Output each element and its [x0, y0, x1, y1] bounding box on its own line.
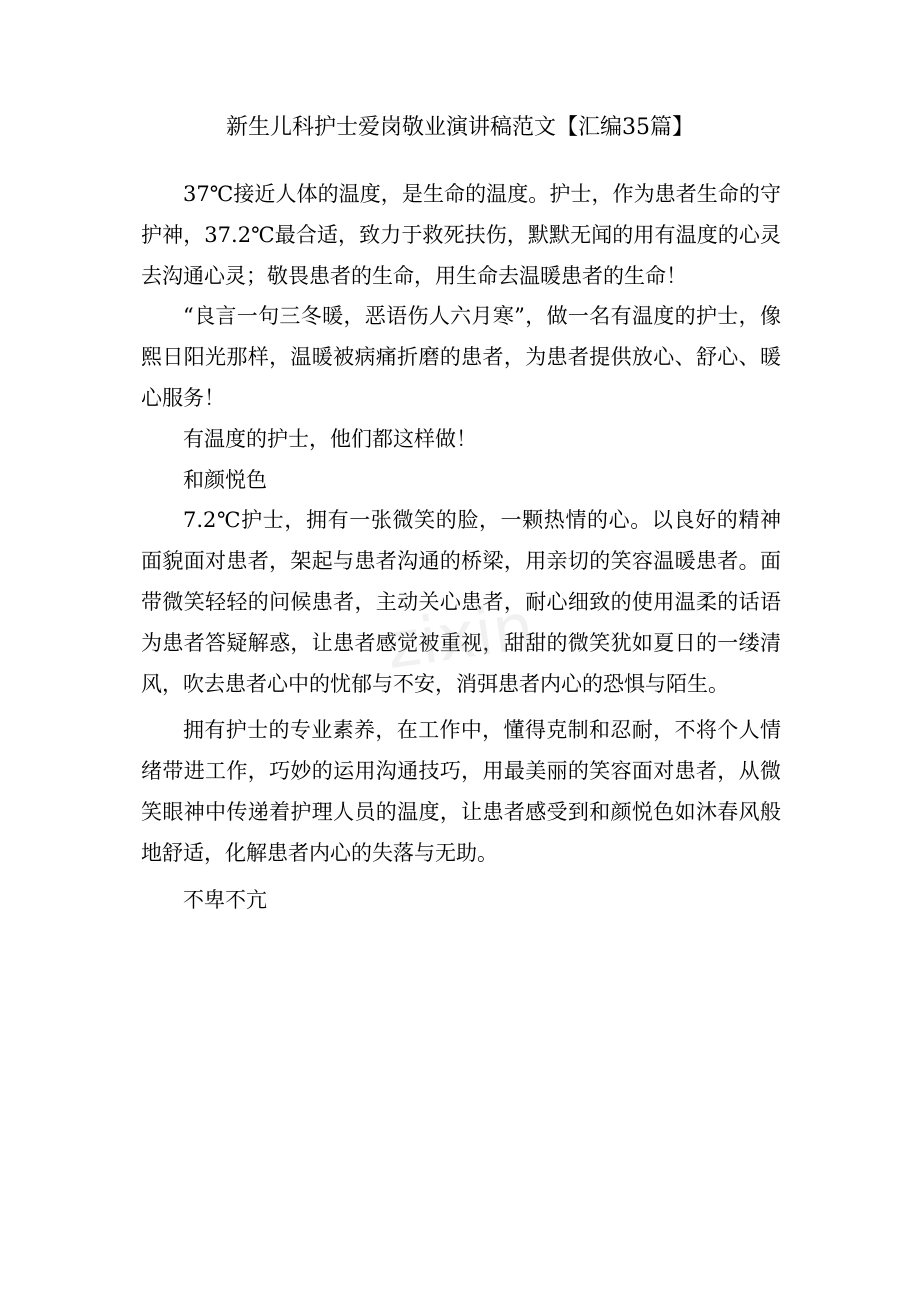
- watermark-logo: zixin: [381, 590, 539, 684]
- paragraph-body-temperature: 37℃接近人体的温度，是生命的温度。护士，作为患者生命的守护神，37.2℃最合适，致力于救死扶伤，默默无闻的用有温度的心灵去沟通心灵；敬畏患者的生命，用生命去温暖患者的生命！: [141, 182, 781, 288]
- document-body: [141, 174, 781, 920]
- paragraph-professional: 拥有护士的专业素养，在工作中，懂得克制和忍耐，不将个人情绪带进工作，巧妙的运用沟通技巧，用最美丽的笑容面对患者，从微笑眼神中传递着护理人员的温度，让患者感受到和颜悦色如沐春风般地舒适，化解患者内心的失落与无助。: [141, 718, 781, 865]
- document-title: 新生儿科护士爱岗敬业演讲稿范文【汇编35篇】: [226, 115, 694, 140]
- paragraph-smiling-nurse: 7.2℃护士，拥有一张微笑的脸，一颗热情的心。以良好的精神面貌面对患者，架起与患者沟通的桥梁，用亲切的笑容温暖患者。面带微笑轻轻的问候患者，主动关心患者，耐心细致的使用温柔的话语为患者答疑解惑，让患者感觉被重视，甜甜的微笑犹如夏日的一缕清风，吹去患者心中的忧郁与不安，消弭患者内心的恐惧与陌生。: [141, 508, 781, 696]
- section-heading-dignity: 不卑不亢: [183, 887, 267, 912]
- section-heading-kind-face: 和颜悦色: [183, 467, 267, 492]
- paragraph-warm-nurse: 有温度的护士，他们都这样做！: [183, 426, 477, 451]
- paragraph-kind-words: “良言一句三冬暖，恶语伤人六月寒”，做一名有温度的护士，像熙日阳光那样，温暖被病痛折磨的患者，为患者提供放心、舒心、暖心服务！: [141, 304, 781, 410]
